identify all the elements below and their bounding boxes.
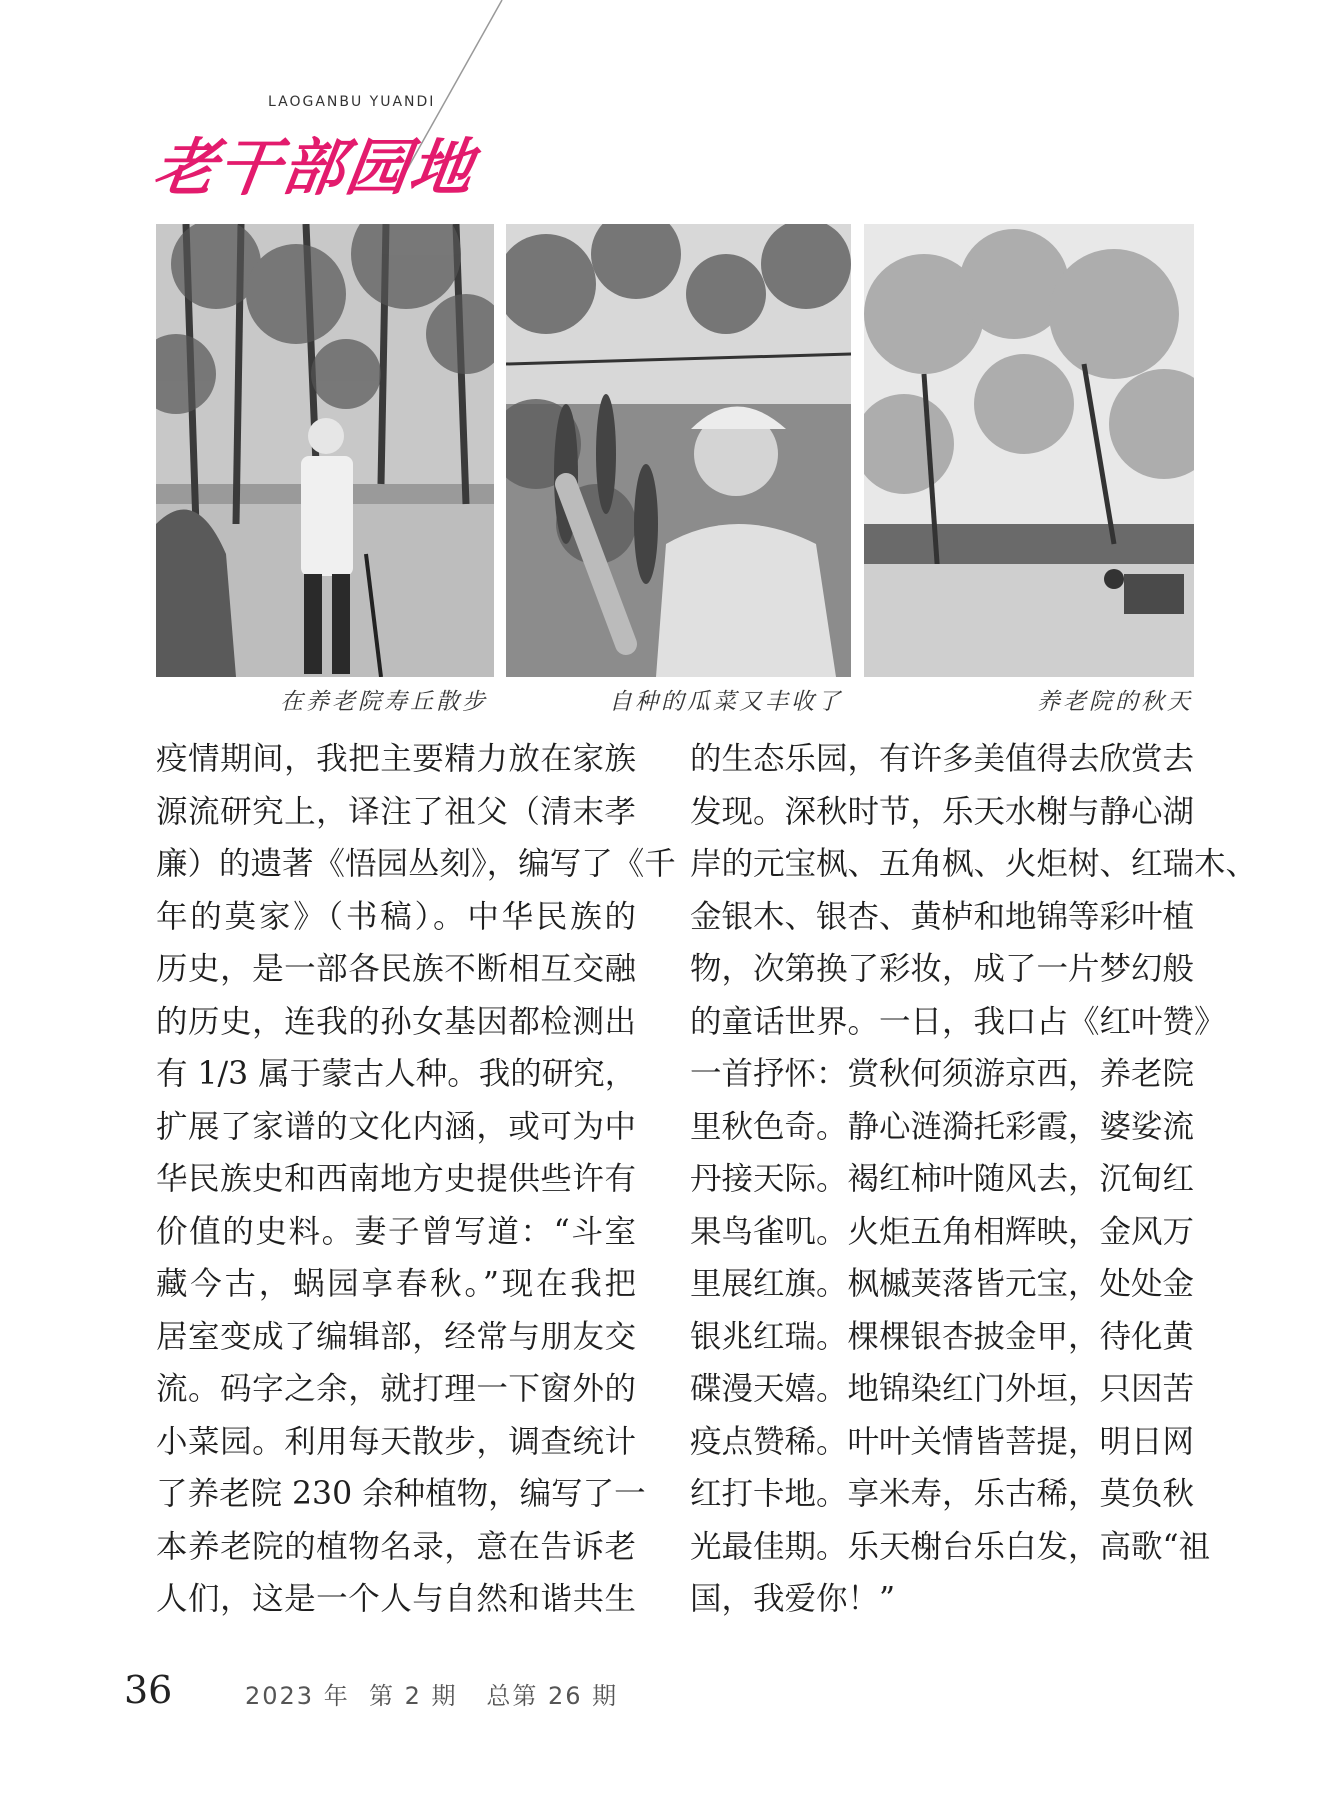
photo-caption: 养老院的秋天	[1037, 689, 1193, 715]
text-line: 银兆红瑞。棵棵银杏披金甲，待化黄	[690, 1318, 1195, 1355]
text-line: 藏今古，蜗园享春秋。”现在我把	[156, 1266, 636, 1302]
text-line: 碟漫天嬉。地锦染红门外垣，只因苦	[690, 1371, 1195, 1407]
text-line: 华民族史和西南地方史提供些许有	[156, 1161, 636, 1197]
photo-walking-in-park	[156, 224, 494, 677]
photo-caption: 自种的瓜菜又丰收了	[609, 689, 843, 715]
text-line: 价值的史料。妻子曾写道：“斗室	[156, 1213, 636, 1250]
text-line: 果鸟雀叽。火炬五角相辉映，金风万	[690, 1213, 1195, 1250]
text-line: 居室变成了编辑部，经常与朋友交	[156, 1318, 636, 1355]
text-line: 廉）的遗著《悟园丛刻》，编写了《千	[156, 846, 676, 882]
text-line: 里展红旗。枫槭荚落皆元宝，处处金	[690, 1266, 1195, 1302]
text-line: 扩展了家谱的文化内涵，或可为中	[156, 1108, 636, 1145]
text-line: 岸的元宝枫、五角枫、火炬树、红瑞木、	[690, 846, 1258, 882]
text-line: 流。码字之余，就打理一下窗外的	[156, 1371, 636, 1407]
text-line: 的生态乐园，有许多美值得去欣赏去	[690, 741, 1195, 777]
text-line: 源流研究上，译注了祖父（清末孝	[156, 793, 636, 830]
text-line: 一首抒怀：赏秋何须游京西，养老院	[690, 1056, 1195, 1092]
text-line: 光最佳期。乐天榭台乐白发，高歌“祖	[690, 1528, 1211, 1565]
text-line: 红打卡地。享米寿，乐古稀，莫负秋	[690, 1476, 1195, 1512]
text-line: 的历史，连我的孙女基因都检测出	[156, 1003, 636, 1040]
text-line: 有 1/3 属于蒙古人种。我的研究，	[156, 1056, 637, 1092]
photo-caption: 在养老院寿丘散步	[280, 689, 488, 715]
article-column-left	[156, 733, 676, 1626]
text-line: 国，我爱你！”	[690, 1581, 896, 1617]
text-line: 年的莫家》（书稿）。中华民族的	[156, 898, 636, 935]
photo-vegetable-harvest	[506, 224, 851, 677]
issue-info: 2023 年 第 2 期 总第 26 期	[245, 1682, 619, 1710]
text-line: 里秋色奇。静心涟漪托彩霞，婆娑流	[690, 1108, 1195, 1145]
text-line: 疫点赞稀。叶叶关情皆菩提，明日网	[690, 1423, 1195, 1460]
brand-english-title: LAOGANBU YUANDI	[268, 94, 436, 110]
brand-logo: 老干部园地	[149, 131, 480, 204]
article-column-right	[690, 733, 1258, 1626]
text-line: 了养老院 230 余种植物，编写了一	[156, 1476, 646, 1512]
text-line: 小菜园。利用每天散步，调查统计	[156, 1423, 636, 1460]
text-line: 发现。深秋时节，乐天水榭与静心湖	[690, 793, 1195, 830]
text-line: 金银木、银杏、黄栌和地锦等彩叶植	[690, 898, 1195, 935]
text-line: 的童话世界。一日，我口占《红叶赞》	[690, 1003, 1226, 1040]
text-line: 本养老院的植物名录，意在告诉老	[156, 1528, 636, 1565]
text-line: 疫情期间，我把主要精力放在家族	[156, 741, 636, 777]
text-line: 历史，是一部各民族不断相互交融	[156, 951, 636, 987]
photo-autumn-garden	[864, 224, 1194, 677]
text-line: 人们，这是一个人与自然和谐共生	[156, 1581, 636, 1617]
text-line: 物，次第换了彩妆，成了一片梦幻般	[690, 951, 1195, 987]
page-number: 36	[124, 1668, 173, 1712]
text-line: 丹接天际。褐红柿叶随风去，沉甸红	[690, 1161, 1195, 1197]
